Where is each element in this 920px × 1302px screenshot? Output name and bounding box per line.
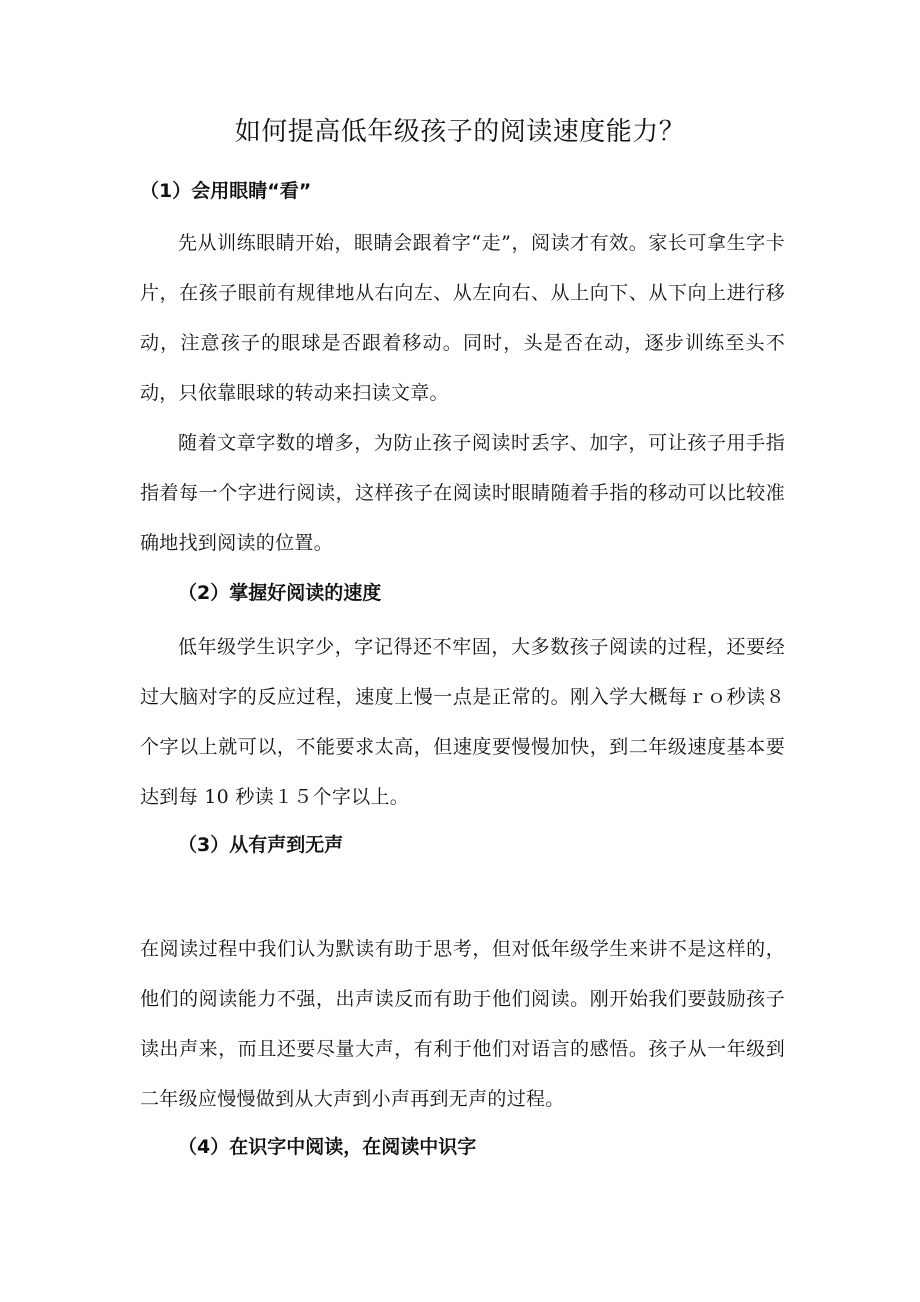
document-title: 如何提高低年级孩子的阅读速度能力？ (234, 117, 686, 147)
section-2-paragraph-1: 低年级学生识字少，字记得还不牢固，大多数孩子阅读的过程，还要经过大脑对字的反应过程，速度上慢一点是正常的。刚入学大概每ｒｏ秒读８个字以上就可以，不能要求太高，但速度要慢慢加快，到二年级速度基本要达到每 10 秒读１５个字以上。 (140, 636, 785, 808)
section-1-paragraph-2: 随着文章字数的增多，为防止孩子阅读时丢字、加字，可让孩子用手指指着每一个字进行阅读，这样孩子在阅读时眼睛随着手指的移动可以比较准确地找到阅读的位置。 (140, 432, 785, 554)
section-4-heading: （4）在识字中阅读，在阅读中识字 (178, 1136, 477, 1158)
section-3-paragraph-1: 在阅读过程中我们认为默读有助于思考，但对低年级学生来讲不是这样的，他们的阅读能力不强，出声读反而有助于他们阅读。刚开始我们要鼓励孩子读出声来，而且还要尽量大声，有利于他们对语言的感悟。孩子从一年级到二年级应慢慢做到从大声到小声再到无声的过程。 (140, 938, 785, 1110)
section-2-heading: （2）掌握好阅读的速度 (178, 582, 382, 604)
section-1-heading: （1）会用眼睛“看” (140, 180, 312, 202)
section-3-heading: （3）从有声到无声 (178, 834, 344, 856)
section-1-paragraph-1: 先从训练眼睛开始，眼睛会跟着字“走”，阅读才有效。家长可拿生字卡片，在孩子眼前有规律地从右向左、从左向右、从上向下、从下向上进行移动，注意孩子的眼球是否跟着移动。同时，头是否在动，逐步训练至头不动，只依靠眼球的转动来扫读文章。 (140, 232, 785, 404)
